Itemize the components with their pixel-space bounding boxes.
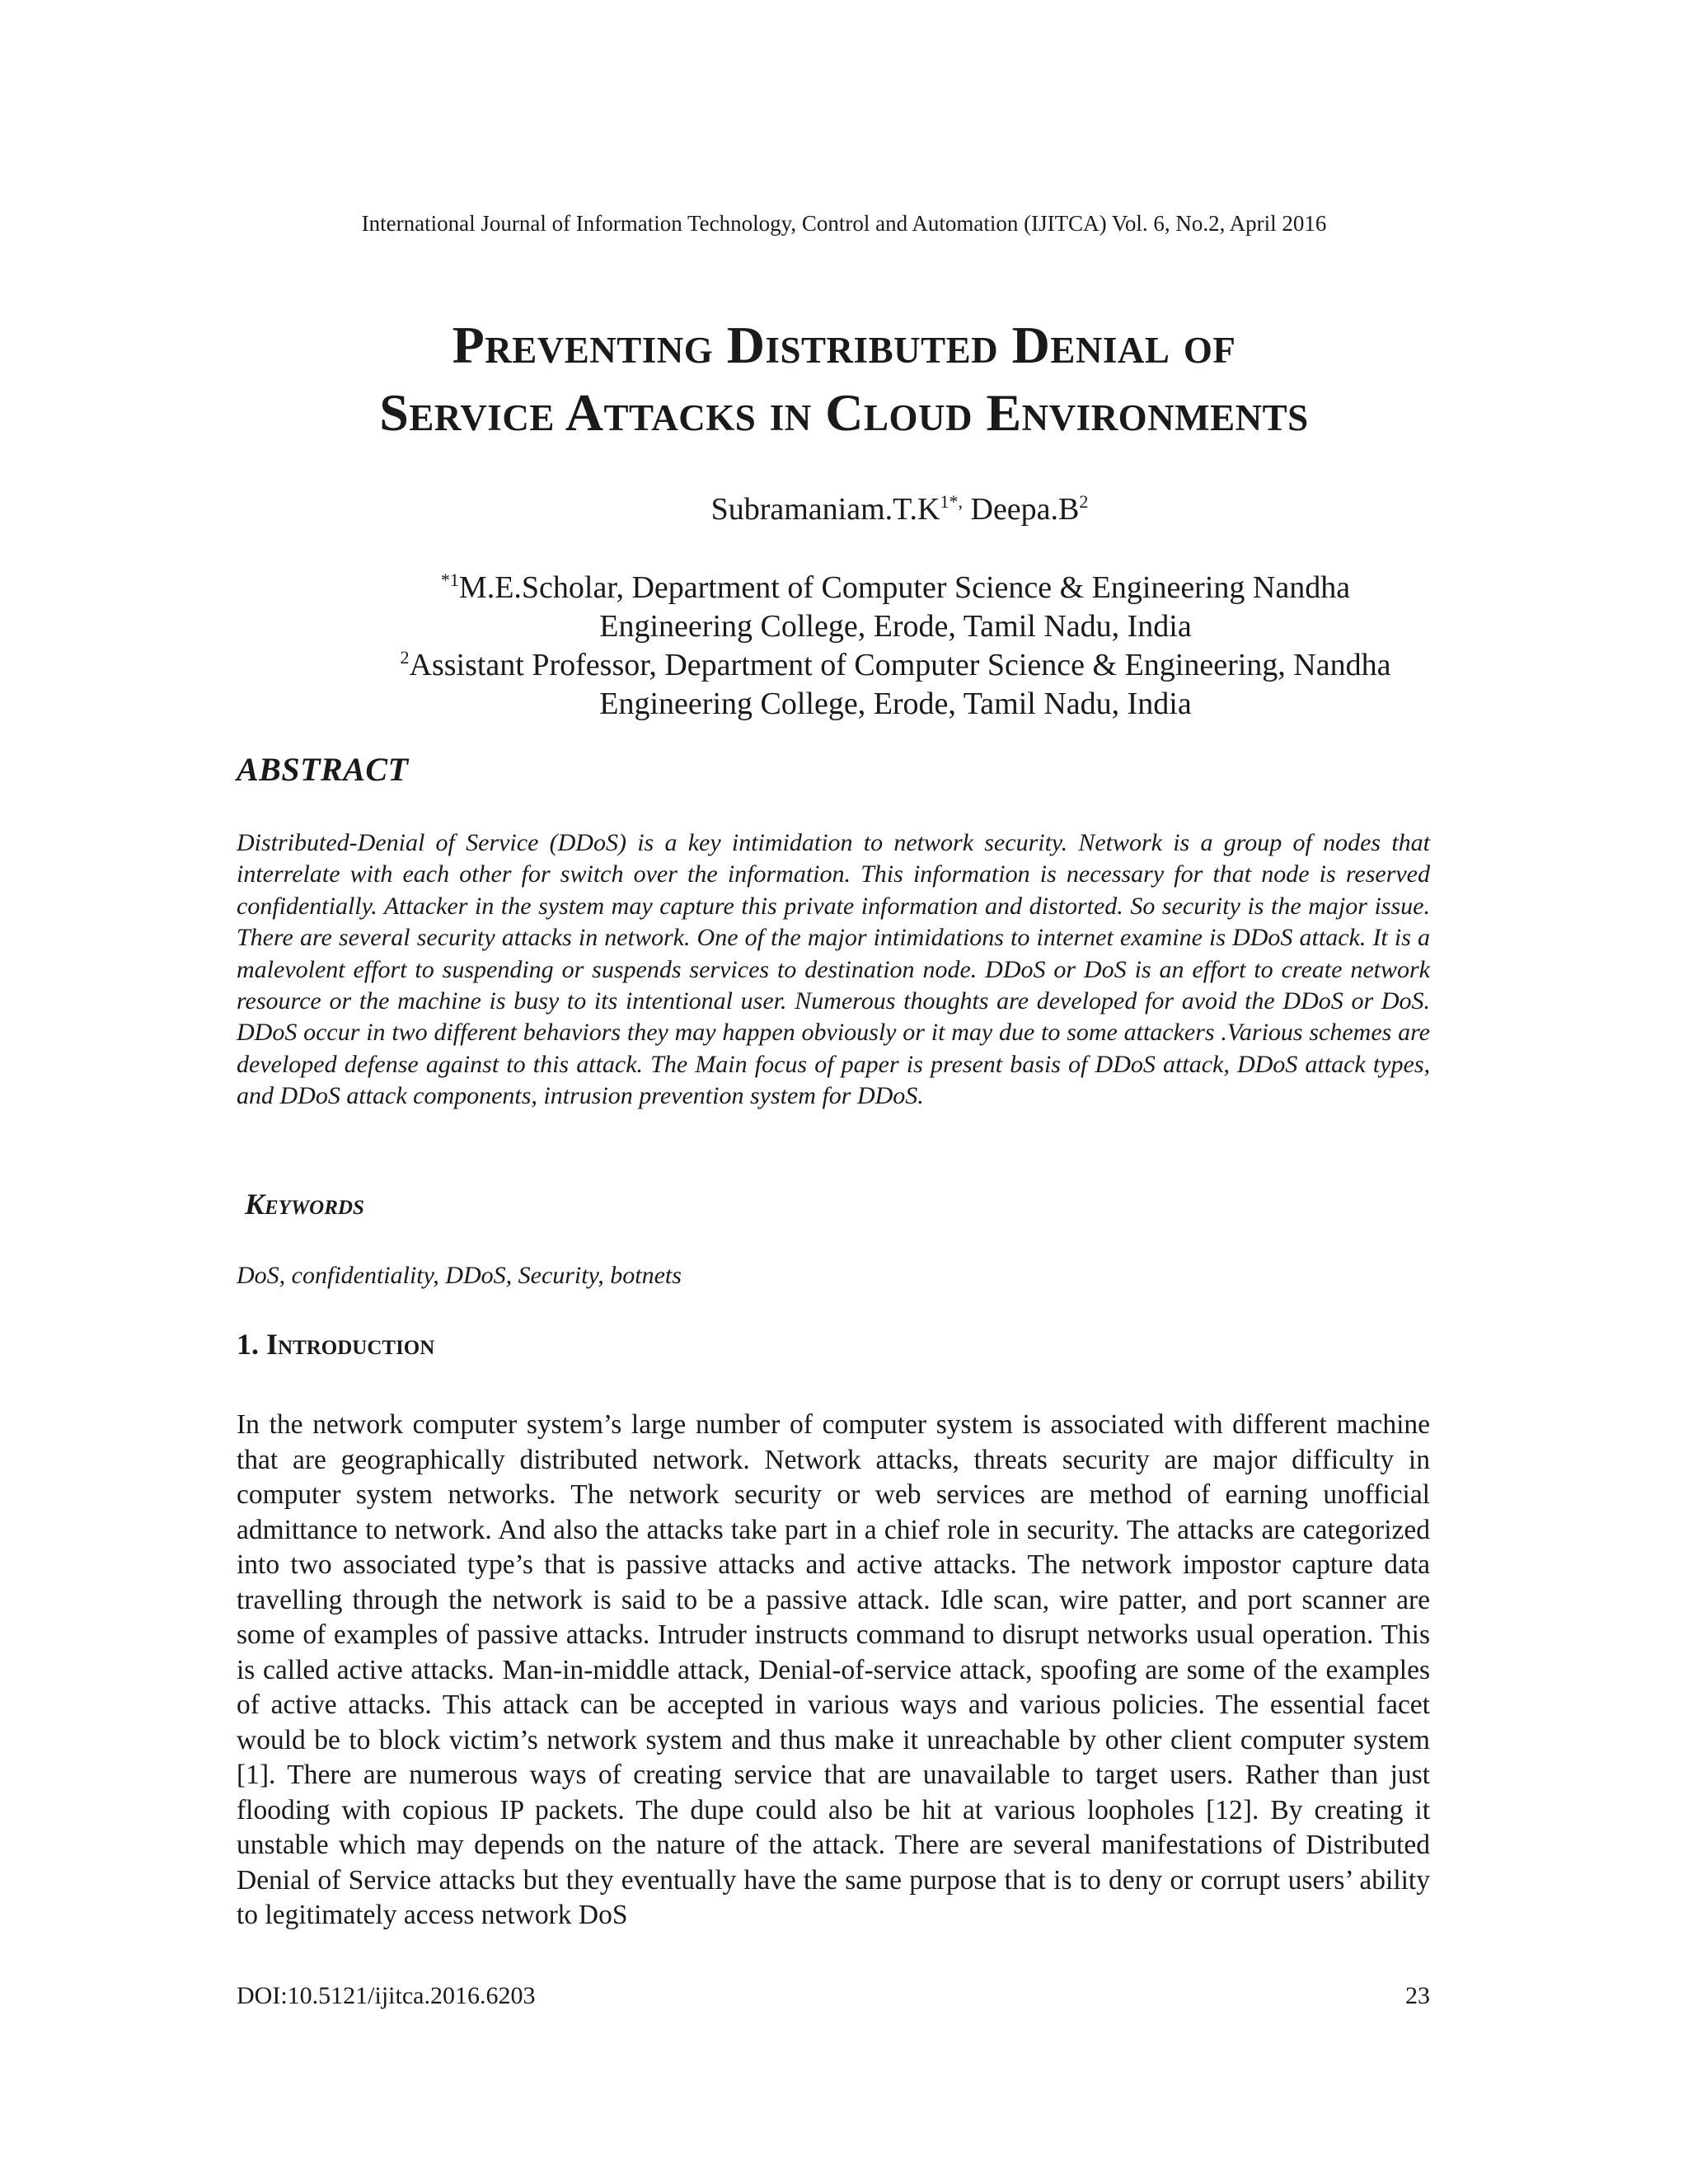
affiliation-2-line-2: Engineering College, Erode, Tamil Nadu, India — [599, 687, 1192, 721]
abstract-heading: ABSTRACT — [237, 751, 409, 788]
affiliation-1-superscript: *1 — [440, 569, 459, 590]
affiliation-1-line-1 — [103, 569, 1688, 607]
footer-doi: DOI:10.5121/ijitca.2016.6203 — [237, 1982, 536, 2009]
author-2-name: Deepa.B — [970, 492, 1080, 527]
keywords-list: DoS, confidentiality, DDoS, Security, botnets — [237, 1262, 682, 1289]
author-list — [0, 490, 1688, 528]
affiliation-2-line-1 — [103, 646, 1688, 685]
journal-header: International Journal of Information Technology, Control and Automation (IJITCA) Vol. 6, No.2, April 2016 — [361, 211, 1327, 236]
abstract-body: Distributed-Denial of Service (DDoS) is a key intimidation to network security. Network is a group of nodes that interrelate with each other for switch over the information. This information is necessary for that node is reserved confidentially. Attacker in the system may capture this private information and distorted. So security is the major issue. There are several security attacks in network. One of the major intimidations to internet examine is DDoS attack. It is a malevolent effort to suspending or suspends services to destination node. DDoS or DoS is an effort to create network resource or the machine is busy to its intentional user. Numerous thoughts are developed for avoid the DDoS or DoS. DDoS occur in two different behaviors they may happen obviously or it may due to some attackers .Various schemes are developed defense against to this attack. The Main focus of paper is present basis of DDoS attack, DDoS attack types, and DDoS attack components, intrusion prevention system for DDoS. — [237, 829, 1430, 1110]
affiliations — [0, 569, 1688, 724]
page-number: 23 — [1405, 1982, 1430, 2009]
author-1-name: Subramaniam.T.K — [710, 492, 940, 527]
affiliation-2-text: Assistant Professor, Department of Computer Science & Engineering, Nandha — [409, 648, 1391, 682]
introduction-body — [237, 1408, 1430, 1933]
keywords-heading: Keywords — [245, 1188, 364, 1221]
affiliation-1-line-2: Engineering College, Erode, Tamil Nadu, India — [599, 609, 1192, 644]
introduction-heading: 1. Introduction — [237, 1328, 435, 1361]
introduction-paragraph: In the network computer system’s large number of computer system is associated with different machine that are geographically distributed network. Network attacks, threats security are major difficulty in computer system networks. The network security or web services are method of earning unofficial admittance to network. And also the attacks take part in a chief role in security. The attacks are categorized into two associated type’s that is passive attacks and active attacks. The network impostor capture data travelling through the network is said to be a passive attack. Idle scan, wire patter, and port scanner are some of examples of passive attacks. Intruder instructs command to disrupt networks usual operation. This is called active attacks. Man-in-middle attack, Denial-of-service attack, spoofing are some of the examples of active attacks. This attack can be accepted in various ways and various policies. The essential facet would be to block victim’s network system and thus make it unreachable by other client computer system [1]. There are numerous ways of creating service that are unavailable to target users. Rather than just flooding with copious IP packets. The dupe could also be hit at various loopholes [12]. By creating it unstable which may depends on the nature of the attack. There are several manifestations of Distributed Denial of Service attacks but they eventually have the same purpose that is to deny or corrupt users’ ability to legitimately access network DoS — [237, 1409, 1430, 1930]
author-2-superscript: 2 — [1079, 491, 1089, 512]
title-line-2: Service Attacks in Cloud Environments — [379, 383, 1309, 442]
title-line-1: Preventing Distributed Denial of — [452, 316, 1236, 374]
affiliation-1-text: M.E.Scholar, Department of Computer Science & Engineering Nandha — [458, 570, 1351, 605]
paper-title — [0, 312, 1688, 447]
affiliation-2-superscript: 2 — [400, 647, 410, 668]
author-1-superscript: 1*, — [940, 491, 963, 512]
